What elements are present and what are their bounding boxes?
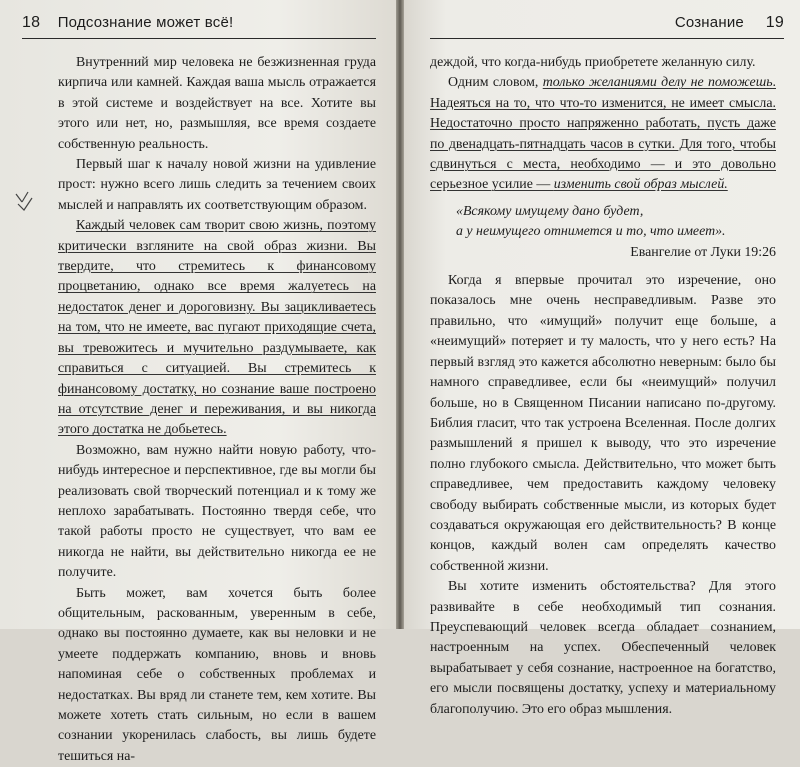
quote-line-1: «Всякому имущему дано будет,	[456, 203, 644, 219]
p1-text-c: . Надеяться на то, что что-то изменится, не имеет смысла. Недостаточно просто напряженно работать, пусть даже по двенадцать-пятнадцать часов в сутки. Для того, чтобы сдвинуться с места, необходимо — и это довольно серьезное усилие —	[430, 75, 776, 193]
bible-quote	[456, 202, 776, 243]
left-paragraph-2: Первый шаг к началу новой жизни на удивление прост: нужно всего лишь следить за течением своих мыслей и направлять их соответствующим образом.	[58, 157, 376, 213]
left-paragraph-5: Быть может, вам хочется быть более общительным, раскованным, уверенным в себе, однако вы постоянно думаете, как вы неловки и не умеете поддержать компанию, вновь и вновь напоминая себе о собственных проблемах и недостатках. Вы вряд ли станете тем, кем хотите. Вы можете хотеть стать сильным, но если в вашем сознании укоренилась слабость, вы лишь будете тешиться на-	[58, 585, 376, 764]
left-paragraph-3-underlined: Каждый человек сам творит свою жизнь, поэтому критически взгляните на свой образ жизни. Вы твердите, что стремитесь к финансовому процветанию, однако все время жалуетесь на недостаток денег и дороговизну. Вы зацикливаетесь на том, что не имеете, вас пугают приходящие счета, вы тревожитесь и мучительно раздумываете, как справиться с ситуацией. Вы стремитесь к финансовому достатку, но сознание ваше построено на отсутствие денег и переживания, и вы никогда этого достатка не добьетесь.	[58, 218, 376, 438]
p1-text-a: Одним словом,	[448, 75, 543, 91]
right-running-head: Сознание	[674, 14, 744, 31]
left-paragraph-4: Возможно, вам нужно найти новую работу, что-нибудь интересное и перспективное, где вы могли бы реализовать свой творческий потенциал и к тому же неплохо зарабатывать. Постоянно твердя себе, что такой работы просто не существует, что вам ее никогда не найти, вы действительно никогда ее не получите.	[58, 442, 376, 581]
left-page-number: 18	[22, 14, 41, 31]
right-page	[398, 0, 800, 717]
p1-italic-conclusion: изменить свой образ мыслей.	[553, 177, 728, 193]
quote-line-2: а у неимущего отнимется и то, что имеет».	[456, 224, 726, 240]
left-running-header	[22, 14, 376, 39]
right-paragraph-1	[430, 73, 776, 195]
right-paragraph-3: Вы хотите изменить обстоятельства? Для этого развивайте в себе необходимый тип сознания. Преуспевающий человек всегда обладает сознанием, настроенным на успех. Обеспеченный человек вырабатывает у себя сознание, настроенное на богатство, его мысли посвящены достатку, успеху и материальному благополучию. Это его образ мышления.	[430, 579, 776, 717]
right-running-header	[430, 14, 784, 39]
right-paragraph-0: деждой, что когда-нибудь приобретете желанную силу.	[430, 55, 756, 70]
p1-italic-emphasis: только желаниями делу не поможешь	[542, 75, 773, 91]
left-paragraph-1: Внутренний мир человека не безжизненная груда кирпича или камней. Каждая ваша мысль отражается в этой системе и воздействует на все. Хотите вы этого или нет, но, размышляя, все время создаете собственную реальность.	[58, 55, 376, 152]
left-page	[0, 0, 398, 764]
book-gutter	[396, 0, 404, 629]
quote-source: Евангелие от Луки 19:26	[630, 244, 776, 260]
left-running-head: Подсознание может всё!	[57, 14, 234, 31]
right-paragraph-2: Когда я впервые прочитал это изречение, оно показалось мне очень несправедливым. Разве это правильно, что «имущий» получит еще больше, а «неимущий» потеряет и ту малость, что у него есть? На первый взгляд это кажется абсолютно неверным: было бы намного справедливее, если бы «неимущий» получил больше, но в Священном Писании написано по-другому. Библия гласит, что так устроена Вселенная. После долгих размышлений я пришел к выводу, что это изречение полно глубокого смысла. Действительно, что может быть справедливее, чем предоставить каждому человеку свободу выбирать собственные мысли, из которых будет создаваться окружающая его действительность? В конце концов, каждый волен сам определять качество собственной жизни.	[430, 273, 776, 574]
margin-check-mark-icon	[14, 190, 36, 212]
right-page-number: 19	[765, 14, 784, 31]
